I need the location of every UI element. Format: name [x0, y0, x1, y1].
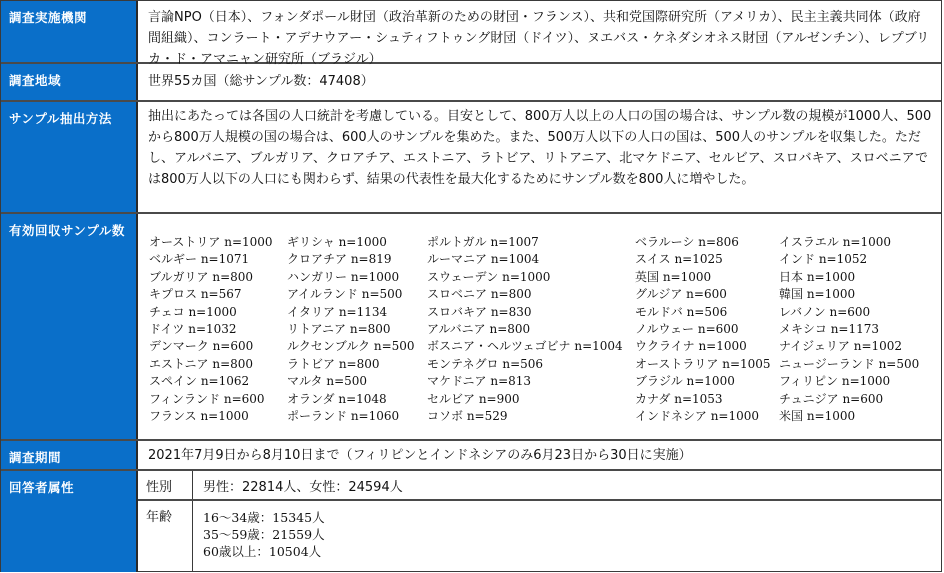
sample-item: ベルギー n=1071 — [149, 252, 250, 267]
attribute-age — [138, 501, 941, 572]
value-region: 世界55カ国（総サンプル数：47408） — [148, 74, 374, 89]
sample-item: デンマーク n=600 — [149, 339, 254, 354]
sample-item: インドネシア n=1000 — [635, 408, 760, 423]
sample-item: スウェーデン n=1000 — [427, 269, 551, 284]
row-method — [1, 102, 941, 214]
sample-item: ルクセンブルク n=500 — [287, 339, 415, 354]
sample-item: コソボ n=529 — [427, 408, 508, 423]
sample-item: セルビア n=900 — [427, 391, 520, 406]
value-organizers: 言論NPO（日本）、フォンダポール財団（政治革新のための財団・フランス）、共和党国際研究所（アメリカ）、民主主義共同体（政府間組織）、コンラート・アデナウアー・シュティフトゥング財団（ドイツ）、ヌエバス・ケネダシオネス財団（アルゼンチン）、レプブリカ・ド・アマニャン研究所（ブラジル） — [148, 10, 930, 67]
sample-item: オランダ n=1048 — [287, 391, 387, 406]
age-group-item: 35〜59歳：21559人 — [203, 527, 325, 542]
sample-item: ウクライナ n=1000 — [635, 339, 747, 354]
sample-item: チュニジア n=600 — [779, 391, 884, 406]
value-age — [193, 501, 941, 572]
sample-item: アルバニア n=800 — [427, 321, 531, 336]
sample-column-1 — [149, 234, 273, 425]
sample-item: イスラエル n=1000 — [779, 235, 892, 249]
sample-item: レバノン n=600 — [779, 304, 871, 319]
sample-item: モルドバ n=506 — [635, 304, 728, 319]
label-region: 調査地域 — [1, 64, 138, 100]
sample-item: ルーマニア n=1004 — [427, 252, 540, 267]
sample-item: フランス n=1000 — [149, 408, 249, 423]
sample-column-2 — [287, 234, 415, 425]
label-organizers: 調査実施機関 — [1, 1, 138, 62]
sample-item: リトアニア n=800 — [287, 321, 391, 336]
sample-item: スペイン n=1062 — [149, 374, 250, 389]
sample-item: ギリシャ n=1000 — [287, 235, 387, 249]
age-group-item: 16〜34歳：15345人 — [203, 510, 325, 525]
sample-column-4 — [635, 234, 771, 425]
sample-item: アイルランド n=500 — [287, 287, 403, 302]
sample-item: カナダ n=1053 — [635, 391, 723, 406]
sample-item: スロバキア n=830 — [427, 304, 532, 319]
sample-item: ベラルーシ n=806 — [635, 235, 739, 249]
sample-item: オーストリア n=1000 — [149, 235, 273, 249]
sample-item: エストニア n=800 — [149, 356, 254, 371]
sample-item: イタリア n=1134 — [287, 304, 388, 319]
sample-item: ブルガリア n=800 — [149, 269, 254, 284]
sample-item: ボスニア・ヘルツェゴビナ n=1004 — [427, 339, 623, 354]
label-attributes: 回答者属性 — [1, 471, 138, 572]
row-attributes — [1, 471, 941, 572]
sample-item: オーストラリア n=1005 — [635, 356, 771, 371]
sample-item: スロベニア n=800 — [427, 287, 532, 302]
value-period: 2021年7月9日から8月10日まで（フィリピンとインドネシアのみ6月23日から30日に実施） — [148, 448, 692, 463]
sample-item: 日本 n=1000 — [779, 269, 856, 284]
sample-item: マケドニア n=813 — [427, 374, 532, 389]
sample-item: ポルトガル n=1007 — [427, 235, 539, 249]
sample-item: クロアチア n=819 — [287, 252, 392, 267]
sample-item: 韓国 n=1000 — [779, 287, 856, 302]
label-age: 年齢 — [138, 501, 193, 572]
sample-item: キプロス n=567 — [149, 287, 242, 302]
value-gender: 男性：22814人、女性：24594人 — [203, 480, 403, 495]
sample-item: モンテネグロ n=506 — [427, 356, 544, 371]
value-method: 抽出にあたっては各国の人口統計を考慮している。目安として、800万人以上の人口の国の場合は、サンプル数の規模が1000人、500から800万人規模の国の場合は、600人のサンプルを集めた。また、500万人以下の人口の国は、500人のサンプルを収集した。ただし、アルバニア、ブルガリア、クロアチア、エストニア、ラトビア、リトアニア、北マケドニア、セルビア、スロバキア、スロベニアでは800万人以下の人口にも関わらず、結果の代表性を最大化するためにサンプル数を800人に増やした。 — [148, 109, 932, 187]
sample-item: 英国 n=1000 — [635, 269, 712, 284]
sample-column-3 — [427, 234, 623, 425]
sample-item: ハンガリー n=1000 — [287, 269, 400, 284]
sample-item: ニュージーランド n=500 — [779, 356, 920, 371]
sample-item: ブラジル n=1000 — [635, 374, 735, 389]
age-group-item: 60歳以上：10504人 — [203, 544, 322, 559]
sample-item: 米国 n=1000 — [779, 408, 856, 423]
row-region — [1, 64, 941, 102]
sample-item: ナイジェリア n=1002 — [779, 339, 903, 354]
label-gender: 性別 — [138, 471, 193, 499]
sample-item: ラトビア n=800 — [287, 356, 380, 371]
sample-item: スイス n=1025 — [635, 252, 723, 267]
sample-column-5 — [779, 234, 919, 425]
sample-item: マルタ n=500 — [287, 374, 368, 389]
label-period: 調査期間 — [1, 441, 138, 469]
attribute-gender — [138, 471, 941, 501]
sample-item: フィンランド n=600 — [149, 391, 265, 406]
sample-item: ドイツ n=1032 — [149, 321, 237, 336]
sample-item: グルジア n=600 — [635, 287, 727, 302]
sample-item: インド n=1052 — [779, 252, 868, 267]
sample-item: チェコ n=1000 — [149, 304, 237, 319]
sample-item: ポーランド n=1060 — [287, 408, 400, 423]
row-valid-samples — [1, 214, 941, 441]
row-organizers — [1, 1, 941, 67]
sample-item: ノルウェー n=600 — [635, 321, 739, 336]
label-method: サンプル抽出方法 — [1, 102, 138, 212]
label-valid-samples: 有効回収サンプル数 — [1, 214, 138, 439]
sample-item: メキシコ n=1173 — [779, 321, 880, 336]
sample-item: フィリピン n=1000 — [779, 374, 891, 389]
row-period — [1, 441, 941, 471]
